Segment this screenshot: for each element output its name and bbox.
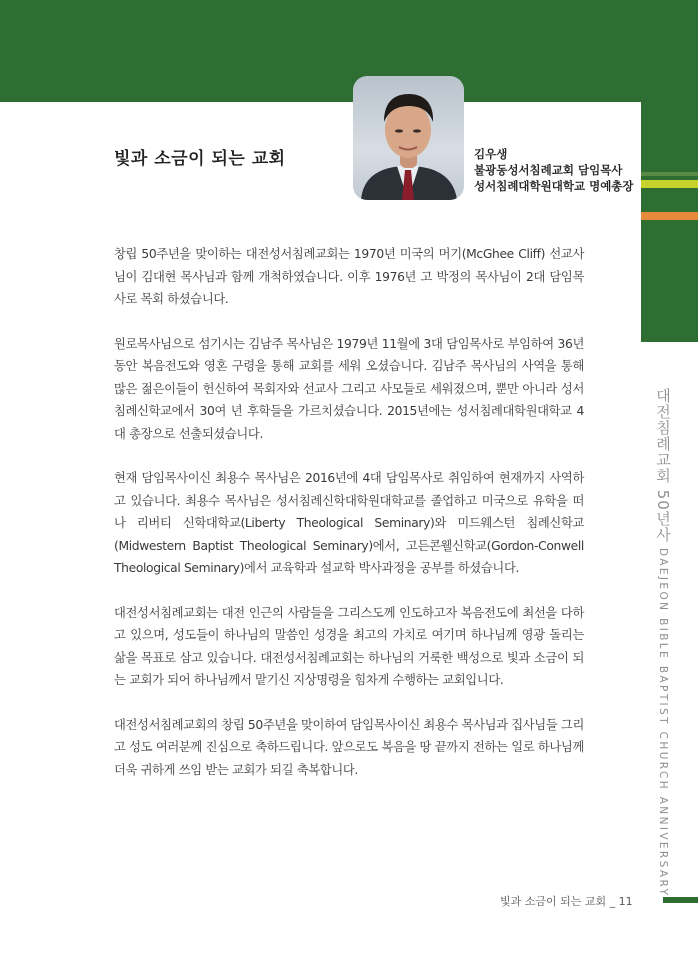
author-block: [474, 146, 634, 194]
paragraph: 원로목사님으로 섬기시는 김남주 목사님은 1979년 11월에 3대 담임목사로 부임하여 36년 동안 복음전도와 영혼 구령을 통해 교회를 세워 오셨습니다. 김남주 목사님의 사역을 통해 많은 젊은이들이 헌신하여 목회자와 선교사 그리고 사모들로 세워졌으며, 뿐만 아니라 성서침례신학교에서 30여 년 후학들을 가르치셨습니다. 2015년에는 성서침례대학원대학교 4대 총장으로 선출되셨습니다.: [114, 336, 584, 441]
paragraph: 현재 담임목사이신 최용수 목사님은 2016년에 4대 담임목사로 취임하여 현재까지 사역하고 있습니다. 최용수 목사님은 성서침례신학대학원대학교를 졸업하고 미국으로 유학을 떠나 리버티 신학대학교(Liberty Theological Seminary)와 미드웨스턴 침례신학교(Midwestern Baptist Theological Seminary)에서, 고든콘웰신학교(Gordon-Conwell Theological Seminary)에서 교육학과 설교학 박사과정을 공부를 하셨습니다.: [114, 471, 584, 575]
accent-stripe-lime: [641, 180, 698, 188]
page-title: 빛과 소금이 되는 교회: [114, 149, 286, 169]
side-title-ko: 대전침례교회 50년사: [654, 388, 672, 543]
article-body: [114, 243, 584, 803]
pastor-portrait-icon: [353, 76, 464, 200]
author-role: 성서침례대학원대학교 명예총장: [474, 179, 634, 193]
author-name: 김우생: [474, 147, 508, 161]
author-photo: [353, 76, 464, 200]
side-band: [641, 102, 698, 342]
side-running-title: [634, 388, 674, 897]
footer-bar: [663, 897, 698, 903]
accent-stripe-orange: [641, 212, 698, 220]
side-title-en: DAEJEON BIBLE BAPTIST CHURCH ANNIVERSARY: [657, 547, 669, 898]
header-band: [0, 0, 698, 102]
author-role: 불광동성서침례교회 담임목사: [474, 163, 623, 177]
paragraph: 대전성서침례교회의 창립 50주년을 맞이하여 담임목사이신 최용수 목사님과 집사님들 그리고 성도 여러분께 진심으로 축하드립니다. 앞으로도 복음을 땅 끝까지 전하는 일로 하나님께 더욱 귀하게 쓰임 받는 교회가 되길 축복합니다.: [114, 717, 584, 777]
accent-stripe-green: [641, 172, 698, 176]
paragraph: 창립 50주년을 맞이하는 대전성서침례교회는 1970년 미국의 머기(McGhee Cliff) 선교사님이 김대현 목사님과 함께 개척하였습니다. 이후 1976년 고 박정의 목사님이 2대 담임목사로 목회 하셨습니다.: [114, 247, 584, 306]
paragraph: 대전성서침례교회는 대전 인근의 사람들을 그리스도께 인도하고자 복음전도에 최선을 다하고 있으며, 성도들이 하나님의 말씀인 성경을 최고의 가치로 여기며 하나님께 영광 돌리는 삶을 목표로 삼고 있습니다. 대전성서침례교회는 하나님의 거룩한 백성으로 빛과 소금이 되는 교회가 되어 하나님께서 맡기신 지상명령을 힘차게 수행하는 교회입니다.: [114, 605, 584, 687]
page-footer: 빛과 소금이 되는 교회 _ 11: [500, 895, 633, 908]
